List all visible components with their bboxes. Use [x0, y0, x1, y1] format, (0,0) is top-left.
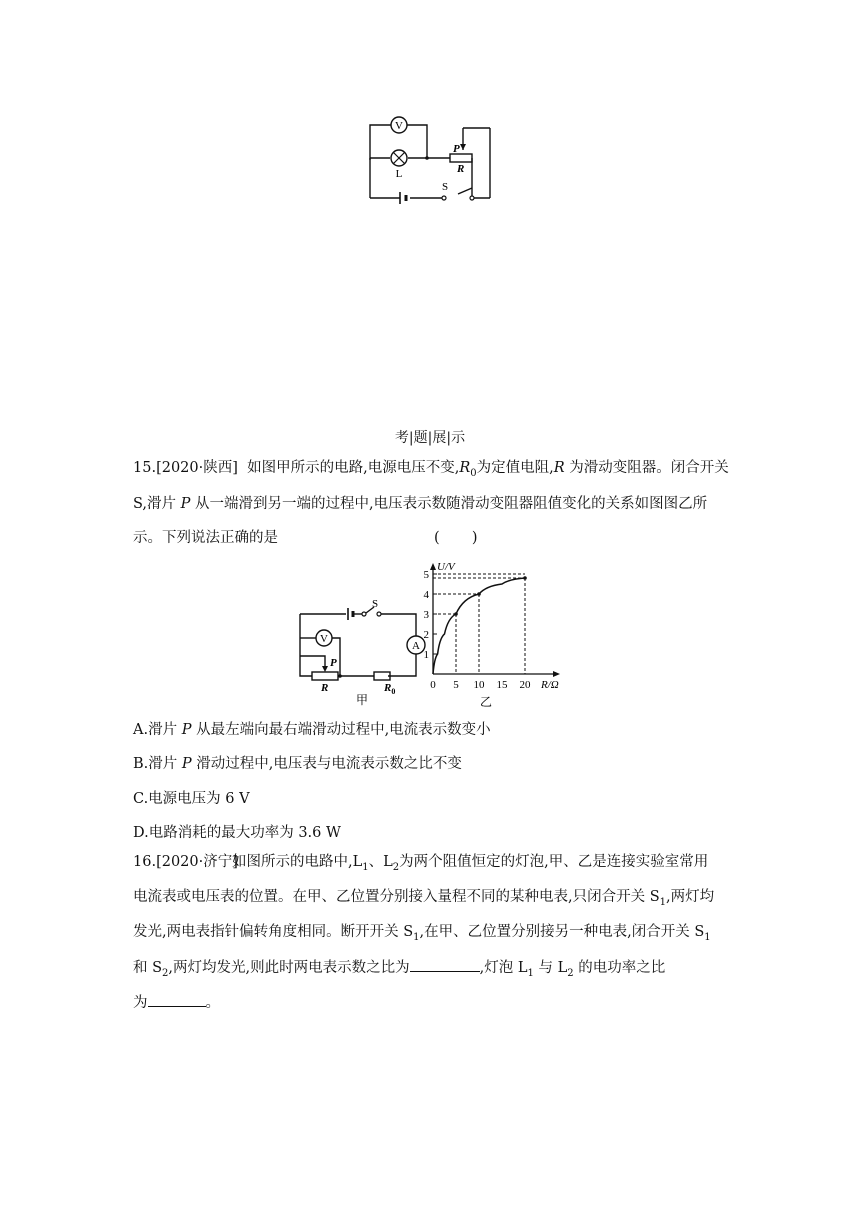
y-tick-label: 1: [423, 649, 429, 661]
chart-x-label: R/Ω: [541, 679, 559, 691]
x-tick-label: 15: [496, 679, 508, 691]
q16-source: [2020·济宁]: [156, 854, 238, 870]
answer-blank[interactable]: [148, 992, 206, 1007]
data-point: [477, 592, 481, 596]
q16-line-3: 发光,两电表指针偏转角度相同。断开开关 $S_1$,在甲、乙位置分别接另一种电表,闭合开关 $S_1$: [133, 924, 711, 943]
q15-line-2: [133, 494, 707, 514]
q16-line-4: 和 $S_2$,两灯均发光,则此时两电表示数之比为 ,灯泡 $L_1$ 与 $L_2$ 的电功率之比: [133, 957, 665, 984]
chart-y-label: U/V: [437, 561, 455, 573]
x-tick-label: 0: [430, 679, 436, 691]
chart-caption: 乙: [479, 695, 493, 709]
section-title: 考|题|展|示: [394, 430, 466, 446]
p-symbol: P: [180, 496, 191, 512]
r0-subscript: 0: [470, 467, 477, 479]
top-circuit-diagram: [360, 110, 500, 210]
figure-jia-circuit: [290, 598, 430, 710]
answer-blank[interactable]: [410, 957, 480, 972]
slider-label: P: [453, 143, 460, 155]
q15-source: [2020·陕西]: [156, 460, 238, 476]
q16-number: 16.: [133, 854, 157, 870]
q15-text: 示。下列说法正确的是: [133, 530, 278, 546]
q15-option-a: A.滑片 P 从最左端向最右端滑动过程中,电流表示数变小: [133, 722, 491, 738]
y-tick-label: 2: [423, 629, 429, 641]
q16-line-2: 电流表或电压表的位置。在甲、乙位置分别接入量程不同的某种电表,只闭合开关 $S_1$,两灯均: [133, 889, 715, 908]
y-tick-label: 5: [423, 569, 429, 581]
x-tick-label: 10: [473, 679, 485, 691]
jia-r0-label: $R_0$: [384, 682, 396, 696]
switch-label: S: [442, 181, 449, 193]
q15-number: 15.: [133, 460, 157, 476]
lamp-label: L: [395, 168, 403, 180]
q15-line-1: [133, 458, 729, 484]
q15-option-c: C.电源电压为 6 V: [133, 791, 250, 807]
voltmeter-label: V: [395, 120, 403, 132]
jia-resistor-label: R: [321, 682, 329, 694]
r0-symbol: R: [459, 460, 471, 476]
jia-voltmeter-label: V: [320, 633, 328, 645]
q15-text: 如图甲所示的电路,电源电压不变,: [247, 460, 460, 476]
figure-yi-chart: [415, 560, 595, 712]
q15-text: 为滑动变阻器。闭合开关: [569, 460, 729, 476]
x-tick-label: 20: [519, 679, 531, 691]
q15-text: S,滑片: [133, 496, 177, 512]
q16-line-1: 如图所示的电路中$,L_1$、$L_2$为两个阻值恒定的灯泡,甲、乙是连接实验室常用: [232, 854, 709, 873]
jia-slider-label: P: [330, 657, 337, 669]
q15-text: 从一端滑到另一端的过程中,电压表示数随滑动变阻器阻值变化的关系如图图乙所: [195, 496, 708, 512]
q15-text: 为定值电阻,: [476, 460, 554, 476]
y-tick-label: 4: [423, 589, 429, 601]
q15-option-d: D.电路消耗的最大功率为 3.6 W: [133, 825, 341, 841]
jia-switch-label: S: [372, 598, 379, 610]
q16-header: [133, 852, 247, 872]
jia-ammeter-label: A: [412, 640, 420, 652]
x-tick-label: 5: [453, 679, 459, 691]
y-tick-label: 3: [423, 609, 429, 621]
q16-line-5: 为 。: [133, 992, 220, 1013]
jia-caption: 甲: [355, 693, 369, 707]
q15-answer-bracket: ( ): [434, 530, 478, 546]
q15-line-3: [133, 528, 278, 548]
resistor-label: R: [457, 163, 465, 175]
data-point: [523, 576, 527, 580]
q15-option-b: B.滑片 P 滑动过程中,电压表与电流表示数之比不变: [133, 756, 462, 772]
data-point: [454, 612, 458, 616]
r-symbol: R: [553, 460, 565, 476]
